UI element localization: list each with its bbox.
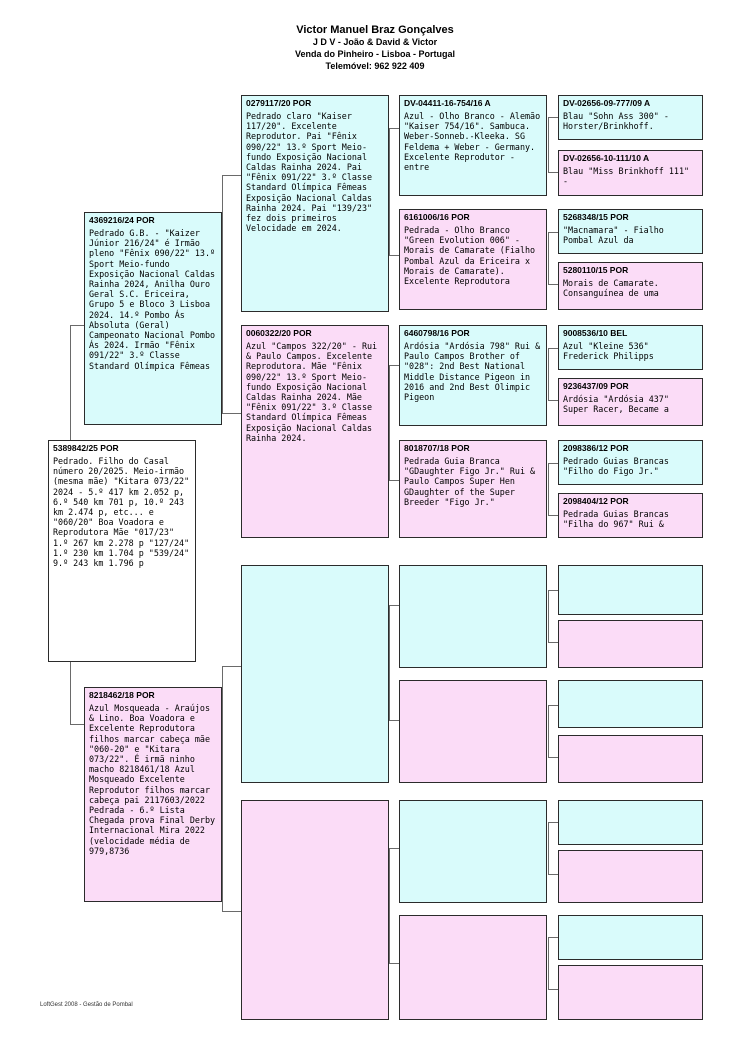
sire-dam-card[interactable] xyxy=(241,325,389,538)
sire-dam-sire-description: Ardósia "Ardósia 798" Rui & Paulo Campos Brother of "028": 2nd Best National Middle Distance Pigeon in 2016 and 2nd Best Olimpic Pigeon xyxy=(404,341,541,403)
ancestor-gen5-7-card[interactable] xyxy=(558,440,703,485)
ancestor-gen5-1-card[interactable] xyxy=(558,95,703,140)
sire-dam-sire-card[interactable] xyxy=(399,325,547,426)
breeder-phone: Telemóvel: 962 922 409 xyxy=(325,61,425,71)
dam-card[interactable] xyxy=(84,687,222,902)
ancestor-gen5-4-description: Morais de Camarate. Consanguínea de uma xyxy=(563,278,659,299)
ancestor-gen5-13-card-empty[interactable] xyxy=(558,800,703,845)
ancestor-gen5-9-card-empty[interactable] xyxy=(558,565,703,615)
ancestor-gen5-5-card[interactable] xyxy=(558,325,703,370)
software-footer: LoftGest 2008 - Gestão de Pombal xyxy=(40,1002,133,1008)
dam-description: Azul Mosqueada - Araújos & Lino. Boa Voadora e Excelente Reprodutora filhos marcar cabeça mãe "060-20" e "Kitara 073/22". É irmã ninho macho 8218461/18 Azul Mosqueado Excelente Reprodutor filhos marcar cabeça pai 2117603/2022 Pedrada - 6.º Lista Chegada prova Final Derby Internacional Mira 2022 (velocidade média de 979,8736 xyxy=(89,703,216,856)
loft-name: J D V - João & David & Victor xyxy=(312,37,438,47)
subject-ring-number: 5389842/25 POR xyxy=(53,443,119,453)
breeder-header xyxy=(0,24,750,72)
ancestor-gen5-10-card-empty[interactable] xyxy=(558,620,703,668)
ancestor-gen5-3-ring-number: 5268348/15 POR xyxy=(563,212,629,222)
sire-sire-sire-description: Azul - Olho Branco - Alemão "Kaiser 754/16". Sambuca. Weber-Sonneb.-Kleeka. SG Feldema + Weber - Germany. Excelente Reprodutor - entre xyxy=(404,111,541,173)
ancestor-gen5-6-description: Ardósia "Ardósia 437" Super Racer, Became a xyxy=(563,394,669,415)
ancestor-gen5-5-ring-number: 9008536/10 BEL xyxy=(563,328,628,338)
ancestor-gen5-6-ring-number: 9236437/09 POR xyxy=(563,381,629,391)
sire-dam-ring-number: 0060322/20 POR xyxy=(246,328,312,338)
subject-description: Pedrado. Filho do Casal número 20/2025. Meio-irmão (mesma mãe) "Kitara 073/22" 2024 - 5.º 417 km 2.052 p, 6.º 540 km 701 p, 10.º 243 km 2.474 p, etc... e "060/20" Boa Voadora e Reprodutora Mãe "017/23" 1.º 267 km 2.278 p "127/24" 1.º 230 km 1.704 p "539/24" 9.º 243 km 1.796 p xyxy=(53,456,190,569)
breeder-name: Victor Manuel Braz Gonçalves xyxy=(296,24,454,36)
sire-sire-ring-number: 0279117/20 POR xyxy=(246,98,312,108)
ancestor-gen5-14-card-empty[interactable] xyxy=(558,850,703,903)
ancestor-gen5-2-card[interactable] xyxy=(558,150,703,196)
sire-dam-dam-description: Pedrada Guia Branca "GDaughter Figo Jr." Rui & Paulo Campos Super Hen GDaughter of the Super Breeder "Figo Jr." xyxy=(404,456,536,507)
sire-sire-description: Pedrado claro "Kaiser 117/20". Excelente Reprodutor. Pai "Fênix 090/22" 13.º Sport Meio-fundo Exposição Nacional Caldas Rainha 2024. Pai "Fênix 091/22" 3.º Classe Standard Olímpica Fêmeas Exposição Nacional Caldas Rainha 2024. Pai "139/23" fez dois primeiros Velocidade em 2024. xyxy=(246,111,373,234)
ancestor-gen5-3-card[interactable] xyxy=(558,209,703,254)
ancestor-gen5-3-description: "Macnamara" - Fialho Pombal Azul da xyxy=(563,225,664,246)
ancestor-gen5-15-card-empty[interactable] xyxy=(558,915,703,960)
ancestor-gen5-6-card[interactable] xyxy=(558,378,703,426)
sire-sire-dam-card[interactable] xyxy=(399,209,547,310)
ancestor-gen5-16-card-empty[interactable] xyxy=(558,965,703,1020)
ancestor-gen5-1-ring-number: DV-02656-09-777/09 A xyxy=(563,98,651,108)
sire-dam-sire-ring-number: 6460798/16 POR xyxy=(404,328,470,338)
ancestor-gen5-2-ring-number: DV-02656-10-111/10 A xyxy=(563,153,650,163)
ancestor-gen5-12-card-empty[interactable] xyxy=(558,735,703,783)
dam-dam-dam-card-empty[interactable] xyxy=(399,915,547,1020)
sire-sire-dam-ring-number: 6161006/16 POR xyxy=(404,212,470,222)
sire-sire-card[interactable] xyxy=(241,95,389,312)
subject-card[interactable] xyxy=(48,440,196,662)
dam-ring-number: 8218462/18 POR xyxy=(89,690,155,700)
ancestor-gen5-8-ring-number: 2098404/12 POR xyxy=(563,496,629,506)
sire-sire-sire-ring-number: DV-04411-16-754/16 A xyxy=(404,98,491,108)
ancestor-gen5-8-card[interactable] xyxy=(558,493,703,538)
dam-sire-sire-card-empty[interactable] xyxy=(399,565,547,668)
ancestor-gen5-4-ring-number: 5280110/15 POR xyxy=(563,265,629,275)
dam-dam-card-empty[interactable] xyxy=(241,800,389,1020)
dam-sire-card-empty[interactable] xyxy=(241,565,389,783)
sire-dam-dam-ring-number: 8018707/18 POR xyxy=(404,443,470,453)
ancestor-gen5-2-description: Blau "Miss Brinkhoff 111" - xyxy=(563,166,690,187)
dam-dam-sire-card-empty[interactable] xyxy=(399,800,547,903)
breeder-location: Venda do Pinheiro - Lisboa - Portugal xyxy=(294,49,455,59)
sire-sire-sire-card[interactable] xyxy=(399,95,547,196)
ancestor-gen5-7-description: Pedrado Guias Brancas "Filho do Figo Jr." xyxy=(563,456,669,477)
sire-sire-dam-description: Pedrada - Olho Branco "Green Evolution 006" - Morais de Camarate (Fialho Pombal Azul da Ericeira x Morais de Camarate). Excelente Reprodutora xyxy=(404,225,536,287)
sire-card[interactable] xyxy=(84,212,222,425)
ancestor-gen5-4-card[interactable] xyxy=(558,262,703,310)
ancestor-gen5-8-description: Pedrada Guias Brancas "Filha do 967" Rui & xyxy=(563,509,669,530)
sire-ring-number: 4369216/24 POR xyxy=(89,215,155,225)
ancestor-gen5-1-description: Blau "Sohn Ass 300" - Horster/Brinkhoff. xyxy=(563,111,669,132)
dam-sire-dam-card-empty[interactable] xyxy=(399,680,547,783)
ancestor-gen5-7-ring-number: 2098386/12 POR xyxy=(563,443,629,453)
sire-description: Pedrado G.B. - "Kaizer Júnior 216/24" é Irmão pleno "Fênix 090/22" 13.º Sport Meio-fundo Exposição Nacional Caldas Rainha 2024, Anilha Ouro Geral S.C. Ericeira, Grupo 5 e Bloco 3 Lisboa 2024. 14.º Pombo Ás Absoluta (Geral) Campeonato Nacional Pombo Ás 2024. Irmão "Fênix 091/22" 3.º Classe Standard Olímpica Fêmeas xyxy=(89,228,216,371)
sire-dam-description: Azul "Campos 322/20" - Rui & Paulo Campos. Excelente Reprodutora. Mãe "Fênix 090/22" 13.º Sport Meio-fundo Exposição Nacional Caldas Rainha 2024. Mãe "Fênix 091/22" 3.º Classe Standard Olímpica Fêmeas Exposição Nacional Caldas Rainha 2024. xyxy=(246,341,378,443)
ancestor-gen5-11-card-empty[interactable] xyxy=(558,680,703,728)
sire-dam-dam-card[interactable] xyxy=(399,440,547,538)
ancestor-gen5-5-description: Azul "Kleine 536" Frederick Philipps xyxy=(563,341,654,362)
